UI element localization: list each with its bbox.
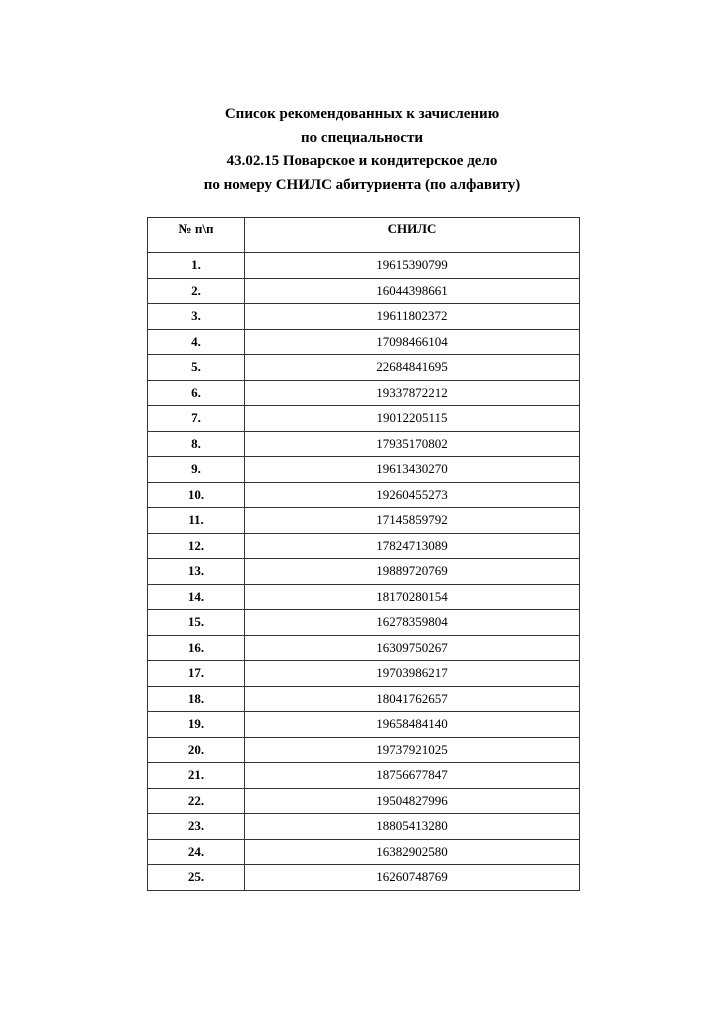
row-number-cell: 13. [148,559,245,585]
snils-cell: 17098466104 [245,329,580,355]
snils-cell: 17824713089 [245,533,580,559]
column-header-number: № п\п [148,218,245,253]
table-row [148,763,580,789]
snils-cell: 19737921025 [245,737,580,763]
snils-cell: 19504827996 [245,788,580,814]
table-row [148,788,580,814]
table-row [148,329,580,355]
row-number-cell: 23. [148,814,245,840]
row-number-cell: 6. [148,380,245,406]
snils-cell: 18805413280 [245,814,580,840]
table-row [148,406,580,432]
table-row [148,737,580,763]
row-number-cell: 24. [148,839,245,865]
title-line: по номеру СНИЛС абитуриента (по алфавиту) [203,176,521,193]
row-number-cell: 11. [148,508,245,534]
row-number-cell: 3. [148,304,245,330]
table-row [148,559,580,585]
table-row [148,865,580,891]
row-number-cell: 15. [148,610,245,636]
row-number-cell: 18. [148,686,245,712]
table-body [148,253,580,891]
table-row [148,304,580,330]
table-row [148,253,580,279]
snils-cell: 19889720769 [245,559,580,585]
snils-cell: 19260455273 [245,482,580,508]
table-row [148,635,580,661]
snils-cell: 18756677847 [245,763,580,789]
snils-cell: 17145859792 [245,508,580,534]
snils-cell: 19658484140 [245,712,580,738]
table-row [148,508,580,534]
snils-cell: 16044398661 [245,278,580,304]
column-header-snils: СНИЛС [245,218,580,253]
table-row [148,533,580,559]
table-row [148,380,580,406]
table-row [148,457,580,483]
table-row [148,482,580,508]
snils-cell: 16309750267 [245,635,580,661]
table-row [148,814,580,840]
table-row [148,610,580,636]
table-header-row [148,218,580,253]
snils-table [147,217,580,891]
table-row [148,431,580,457]
row-number-cell: 4. [148,329,245,355]
row-number-cell: 14. [148,584,245,610]
snils-cell: 19613430270 [245,457,580,483]
row-number-cell: 21. [148,763,245,789]
row-number-cell: 2. [148,278,245,304]
table-row [148,839,580,865]
row-number-cell: 25. [148,865,245,891]
snils-cell: 19337872212 [245,380,580,406]
snils-cell: 18041762657 [245,686,580,712]
table-row [148,584,580,610]
row-number-cell: 5. [148,355,245,381]
snils-cell: 19703986217 [245,661,580,687]
row-number-cell: 20. [148,737,245,763]
snils-cell: 19012205115 [245,406,580,432]
row-number-cell: 7. [148,406,245,432]
document-title [0,103,724,197]
row-number-cell: 19. [148,712,245,738]
snils-cell: 16382902580 [245,839,580,865]
snils-table-container [147,217,579,891]
row-number-cell: 22. [148,788,245,814]
row-number-cell: 16. [148,635,245,661]
snils-cell: 16260748769 [245,865,580,891]
snils-cell: 19615390799 [245,253,580,279]
row-number-cell: 1. [148,253,245,279]
table-row [148,686,580,712]
row-number-cell: 17. [148,661,245,687]
row-number-cell: 8. [148,431,245,457]
snils-cell: 19611802372 [245,304,580,330]
table-row [148,712,580,738]
snils-cell: 16278359804 [245,610,580,636]
snils-cell: 22684841695 [245,355,580,381]
title-line: 43.02.15 Поварское и кондитерское дело [226,153,498,169]
title-line: по специальности [301,129,423,146]
row-number-cell: 10. [148,482,245,508]
table-row [148,355,580,381]
row-number-cell: 9. [148,457,245,483]
table-row [148,661,580,687]
snils-cell: 18170280154 [245,584,580,610]
row-number-cell: 12. [148,533,245,559]
title-line: Список рекомендованных к зачислению [224,106,500,122]
table-row [148,278,580,304]
snils-cell: 17935170802 [245,431,580,457]
